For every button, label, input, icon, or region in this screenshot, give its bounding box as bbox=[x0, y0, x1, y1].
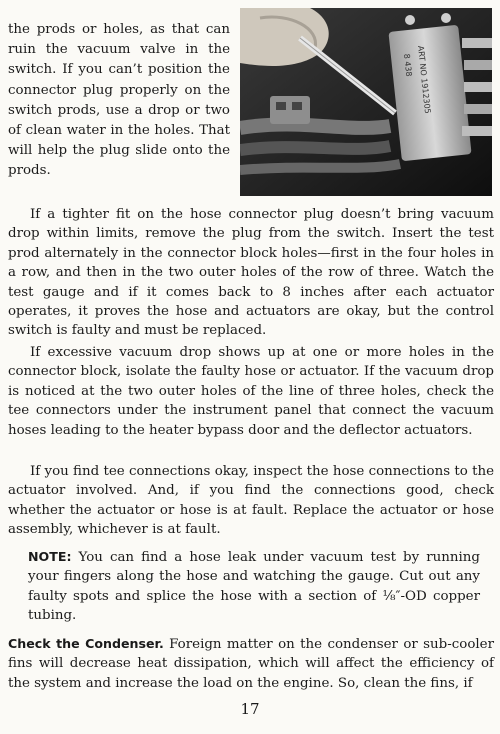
note-block bbox=[28, 547, 480, 626]
paragraph-condenser bbox=[8, 634, 494, 693]
page-number: 17 bbox=[240, 700, 260, 718]
condenser-text: Foreign matter on the condenser or sub-cooler fins will decrease heat dissipation, which will affect the efficiency of the system and increase the load on the engine. So, clean the fins, if bbox=[8, 637, 494, 691]
note-label: NOTE: bbox=[28, 549, 72, 564]
block-label-1: ART NO 1912305 bbox=[416, 45, 433, 115]
intro-paragraph: the prods or holes, as that can ruin the vacuum valve in the switch. If you can’t position the connector plug properly on the switch prods, use a drop or two of clean water in the holes. That will help the plug slide onto the prods. bbox=[8, 22, 230, 179]
connector-photo bbox=[240, 8, 492, 196]
connector-photo-illustration bbox=[240, 8, 492, 196]
paragraph-tee-connections: If you find tee connections okay, inspect the hose connections to the actuator involved. And, if you find the connections good, check whether the actuator or hose is at fault. Replace the actuator or hose assembly, whichever is at fault. bbox=[8, 464, 494, 538]
note-text: You can find a hose leak under vacuum test by running your fingers along the hose and watching the gauge. Cut out any faulty spots and splice the hose with a section of ⅛″-OD copper tubing. bbox=[28, 550, 480, 624]
paragraph-hose-connector: If a tighter fit on the hose connector plug doesn’t bring vacuum drop within limits, remove the plug from the switch. Insert the test prod alternately in the connector block holes—first in the four holes in a row, and then in the two outer holes of the row of three. Watch the test gauge and if it comes back to 8 inches after each actuator operates, it proves the hose and actuators are okay, but the control switch is faulty and must be replaced. bbox=[8, 207, 494, 339]
block-label-2: 8 438 bbox=[402, 53, 414, 77]
paragraph-vacuum-drop: If excessive vacuum drop shows up at one or more holes in the connector block, isolate the faulty hose or actuator. If the vacuum drop is noticed at the two outer holes of the line of three holes, check the tee connectors under the instrument panel that connect the vacuum hoses leading to the heater bypass door and the deflector actuators. bbox=[8, 345, 494, 438]
section-heading-condenser: Check the Condenser. bbox=[8, 636, 164, 651]
